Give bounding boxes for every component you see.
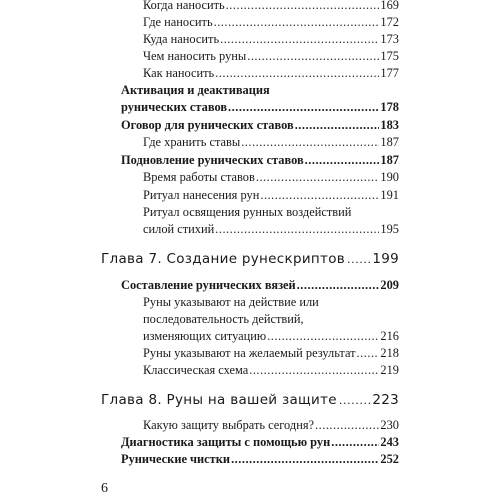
toc-entry-title: Классическая схема <box>143 363 249 377</box>
dot-leader <box>247 49 379 63</box>
toc-entry-page: 190 <box>380 170 399 184</box>
toc-entry-title: Как наносить <box>143 66 215 80</box>
toc-entry-page: 178 <box>380 100 399 114</box>
toc-entry <box>143 32 399 46</box>
toc-entry-title: Чем наносить руны <box>143 49 247 63</box>
toc-entry-title: Когда наносить <box>143 0 225 12</box>
toc-entry-title: Время работы ставов <box>143 170 255 184</box>
toc-chapter-title: Глава 8. Руны на вашей защите <box>101 392 337 408</box>
toc-chapter-page: 223 <box>372 392 399 408</box>
toc-entry-page: 183 <box>380 118 399 132</box>
dot-leader <box>226 0 380 12</box>
dot-leader <box>215 222 379 236</box>
toc-entry <box>143 222 399 236</box>
dot-leader <box>305 153 380 167</box>
toc-chapter <box>101 251 399 268</box>
toc-entry <box>143 66 399 80</box>
toc-entry-page: 243 <box>380 435 399 449</box>
toc-entry-title: Куда наносить <box>143 32 220 46</box>
toc-entry-page: 177 <box>380 66 399 80</box>
dot-leader <box>347 252 370 268</box>
toc-entry-page: 252 <box>380 452 399 466</box>
toc-chapter-title: Глава 7. Создание рунескриптов <box>101 251 346 267</box>
toc-entry-title: Рунические чистки <box>121 452 231 466</box>
toc-entry <box>121 278 399 292</box>
dot-leader <box>315 418 379 432</box>
toc-entry <box>143 0 399 12</box>
toc-entry-title: Подновление рунических ставов <box>121 153 304 167</box>
dot-leader <box>256 170 380 184</box>
toc-entry-title: Диагностика защиты с помощью рун <box>121 435 331 449</box>
dot-leader <box>214 15 380 29</box>
toc-entry-title: Какую защиту выбрать сегодня? <box>143 418 315 432</box>
toc-entry-page: 216 <box>380 329 399 343</box>
toc-entry-title: Руны указывают на желаемый результат <box>143 346 356 360</box>
toc-entry <box>143 346 399 360</box>
toc-entry-title: Оговор для рунических ставов <box>121 118 294 132</box>
dot-leader <box>297 278 380 292</box>
toc-entry-title: силой стихий <box>143 222 215 236</box>
toc-entry-page: 218 <box>380 346 399 360</box>
toc-entry-title-line: Руны указывают на действие или <box>143 295 319 309</box>
dot-leader <box>357 346 380 360</box>
toc-entry-page: 187 <box>380 153 399 167</box>
toc-entry <box>121 100 399 114</box>
page-number: 6 <box>101 481 108 496</box>
toc-entry-page: 173 <box>380 32 399 46</box>
toc-entry-title-line: Ритуал освящения рунных воздействий <box>143 205 352 219</box>
toc-entry <box>143 15 399 29</box>
toc-entry-page: 172 <box>380 15 399 29</box>
toc-entry-page: 191 <box>380 188 399 202</box>
dot-leader <box>331 435 379 449</box>
toc-entry-page: 169 <box>380 0 399 12</box>
dot-leader <box>231 452 379 466</box>
toc-entry <box>121 452 399 466</box>
toc-entry <box>143 418 399 432</box>
dot-leader <box>267 329 379 343</box>
toc-entry-title: Где наносить <box>143 15 213 29</box>
toc-entry-page: 230 <box>380 418 399 432</box>
toc-entry-page: 219 <box>380 363 399 377</box>
toc-entry <box>143 170 399 184</box>
toc-entry-title: рунических ставов <box>121 100 228 114</box>
toc-entry-title: Составление рунических вязей <box>121 278 296 292</box>
toc-entry-title: Где хранить ставы <box>143 135 241 149</box>
toc-entry-title-line: последовательность действий, <box>143 312 304 326</box>
toc-entry <box>143 188 399 202</box>
toc-entry-title: Ритуал нанесения рун <box>143 188 260 202</box>
toc-chapter-page: 199 <box>372 251 399 267</box>
toc-entry <box>143 49 399 63</box>
dot-leader <box>220 32 379 46</box>
dot-leader <box>295 118 380 132</box>
dot-leader <box>228 100 379 114</box>
toc-entry-page: 195 <box>380 222 399 236</box>
toc-entry-page: 175 <box>380 49 399 63</box>
dot-leader <box>215 66 379 80</box>
toc-entry <box>143 329 399 343</box>
toc-entry <box>121 118 399 132</box>
toc-entry-title: изменяющих ситуацию <box>143 329 267 343</box>
dot-leader <box>260 188 379 202</box>
dot-leader <box>249 363 379 377</box>
toc-entry-page: 187 <box>380 135 399 149</box>
toc-entry-page: 209 <box>380 278 399 292</box>
toc-entry <box>121 153 399 167</box>
toc-entry-title-line: Активация и деактивация <box>121 83 270 97</box>
toc-entry <box>143 363 399 377</box>
toc-entry <box>121 435 399 449</box>
toc-chapter <box>101 392 399 409</box>
dot-leader <box>339 393 370 409</box>
dot-leader <box>241 135 379 149</box>
toc-entry <box>143 135 399 149</box>
